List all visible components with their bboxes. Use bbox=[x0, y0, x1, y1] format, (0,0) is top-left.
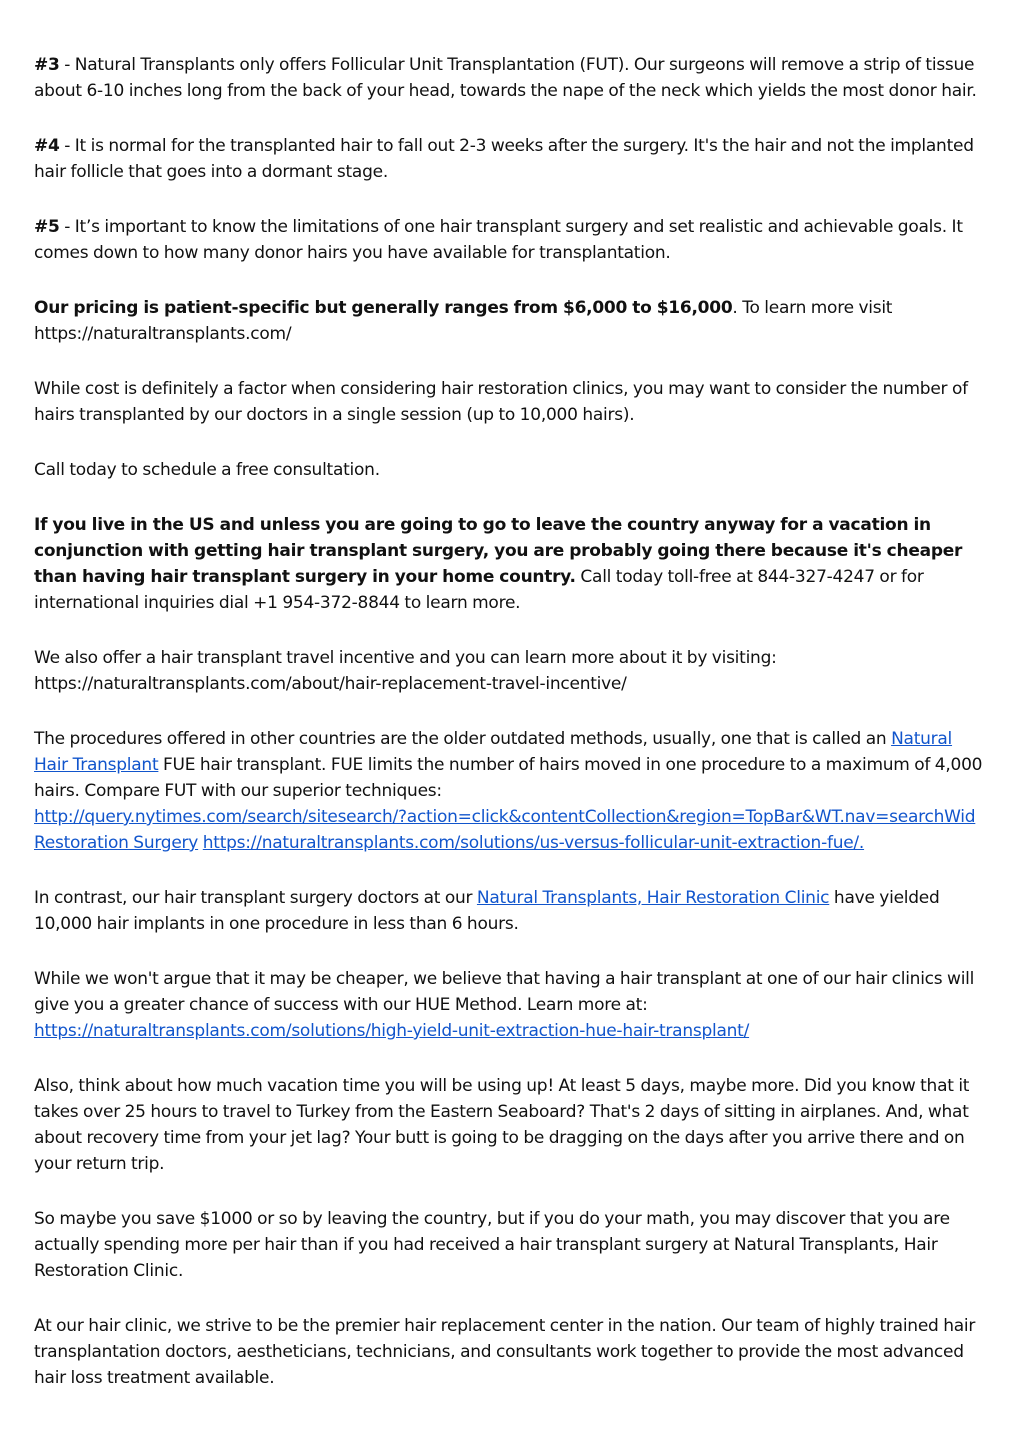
paragraph-procedures bbox=[34, 726, 990, 856]
paragraph-text: have yielded 10,000 hair implants in one procedure in less than 6 hours. bbox=[34, 888, 940, 934]
paragraph-call-today bbox=[34, 457, 990, 483]
paragraph-text: - It is normal for the transplanted hair to fall out 2-3 weeks after the surgery. It's the hair and not the implanted hair follicle that goes into a dormant stage. bbox=[34, 136, 974, 182]
paragraph-text: So maybe you save $1000 or so by leaving the country, but if you do your math, you may discover that you are actually spending more per hair than if you had received a hair transplant surgery at Natural Transplants, Hair Restoration Clinic. bbox=[34, 1209, 950, 1281]
paragraph-text: . To learn more visit https://naturaltransplants.com/ bbox=[34, 298, 893, 344]
paragraph-point-5 bbox=[34, 214, 990, 266]
paragraph-text: While we won't argue that it may be cheaper, we believe that having a hair transplant at one of our hair clinics will give you a greater chance of success with our HUE Method. Learn more at: bbox=[34, 969, 975, 1015]
pricing-highlight: Our pricing is patient-specific but generally ranges from $6,000 to $16,000 bbox=[34, 298, 733, 318]
paragraph-text: - Natural Transplants only offers Follicular Unit Transplantation (FUT). Our surgeons will remove a strip of tissue about 6-10 inches long from the back of your head, towards the nape of the neck which yields the most donor hair. bbox=[34, 55, 977, 101]
paragraph-us-travel bbox=[34, 512, 990, 616]
paragraph-text: In contrast, our hair transplant surgery doctors at our bbox=[34, 888, 477, 908]
hue-method-link[interactable]: https://naturaltransplants.com/solutions/high-yield-unit-extraction-hue-hair-transplant/ bbox=[34, 1021, 750, 1041]
paragraph-travel-incentive bbox=[34, 645, 990, 697]
paragraph-cost-factor bbox=[34, 376, 990, 428]
paragraph-text: Call today toll-free at 844-327-4247 or for international inquiries dial +1 954-372-8844 to learn more. bbox=[34, 567, 924, 613]
clinic-link[interactable]: Natural Transplants, Hair Restoration Clinic bbox=[476, 888, 830, 908]
paragraph-savings bbox=[34, 1206, 990, 1284]
paragraph-text: - It’s important to know the limitations of one hair transplant surgery and set realistic and achievable goals. It comes down to how many donor hairs you have available for transplantation. bbox=[34, 217, 963, 263]
paragraph-clinic-team bbox=[34, 1313, 990, 1391]
paragraph-hue-method bbox=[34, 966, 990, 1044]
paragraph-pricing bbox=[34, 295, 990, 347]
natural-hair-transplant-link[interactable]: Natural Hair Transplant bbox=[34, 729, 953, 775]
paragraph-text: While cost is definitely a factor when considering hair restoration clinics, you may want to consider the number of hairs transplanted by our doctors in a single session (up to 10,000 hairs). bbox=[34, 379, 968, 425]
point-number: #3 bbox=[34, 55, 60, 75]
fue-comparison-link[interactable]: https://naturaltransplants.com/solutions/us-versus-follicular-unit-extraction-fue/. bbox=[202, 833, 865, 853]
paragraph-contrast bbox=[34, 885, 990, 937]
paragraph-text: Call today to schedule a free consultation. bbox=[34, 460, 380, 480]
paragraph-text: Also, think about how much vacation time you will be using up! At least 5 days, maybe more. Did you know that it takes over 25 hours to travel to Turkey from the Eastern Seaboard? That's 2 days of sitting in airplanes. And, what about recovery time from your jet lag? Your butt is going to be dragging on the days after you arrive there and on your return trip. bbox=[34, 1076, 970, 1174]
paragraph-vacation-time bbox=[34, 1073, 990, 1177]
paragraph-point-4 bbox=[34, 133, 990, 185]
travel-highlight: If you live in the US and unless you are going to go to leave the country anyway for a vacation in conjunction with getting hair transplant surgery, you are probably going there because it's cheaper than having hair transplant surgery in your home country. bbox=[34, 515, 963, 587]
paragraph-text: The procedures offered in other countries are the older outdated methods, usually, one that is called an bbox=[34, 729, 892, 749]
restoration-surgery-link[interactable]: Restoration Surgery bbox=[34, 833, 199, 853]
point-number: #5 bbox=[34, 217, 60, 237]
paragraph-text: FUE hair transplant. FUE limits the number of hairs moved in one procedure to a maximum of 4,000 hairs. Compare FUT with our superior techniques: bbox=[34, 755, 983, 801]
paragraph-point-3 bbox=[34, 52, 990, 104]
point-number: #4 bbox=[34, 136, 60, 156]
paragraph-text: We also offer a hair transplant travel incentive and you can learn more about it by visiting: https://naturaltransplants.com/about/hair-replacement-travel-incentive/ bbox=[34, 648, 777, 694]
nytimes-search-link[interactable]: http://query.nytimes.com/search/sitesearch/?action=click&contentCollection&region=TopBar&WT.nav=searchWid bbox=[34, 807, 976, 827]
paragraph-text: At our hair clinic, we strive to be the premier hair replacement center in the nation. Our team of highly trained hair transplantation doctors, aestheticians, technicians, and consultants work together to provide the most advanced hair loss treatment available. bbox=[34, 1316, 976, 1388]
